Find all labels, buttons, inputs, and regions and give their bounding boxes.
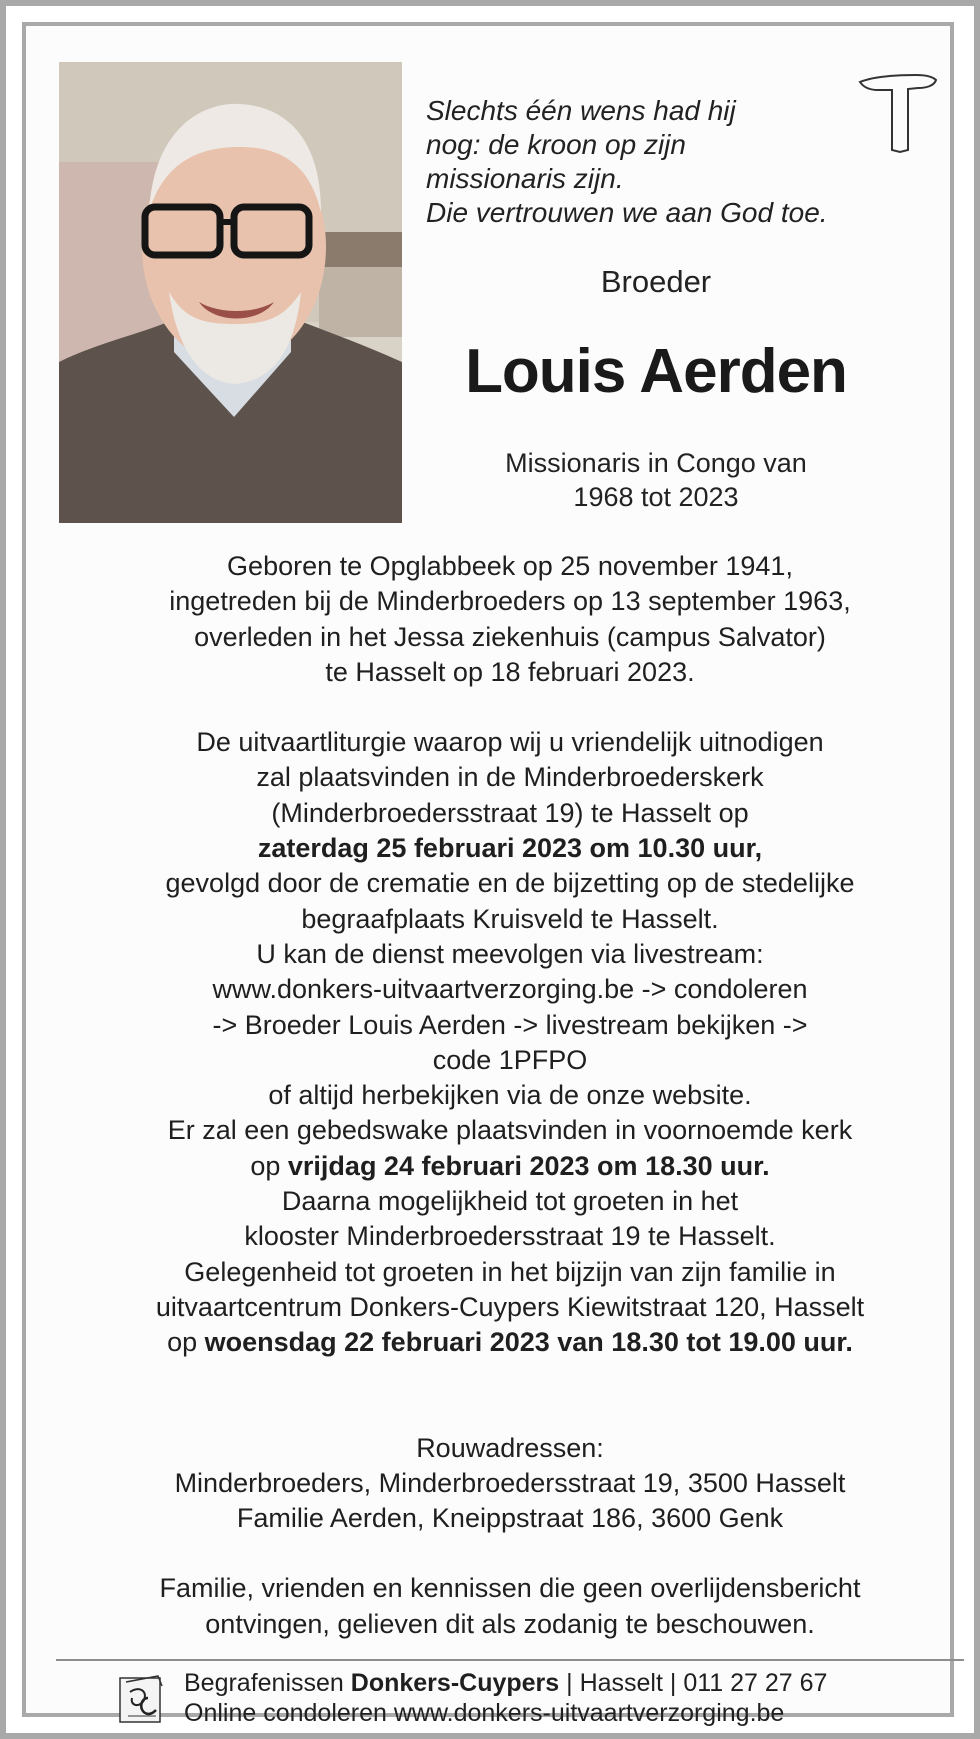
life-dates-line: overleden in het Jessa ziekenhuis (campus Salvator) [194, 621, 826, 652]
livestream-line: of altijd herbekijken via de onze website. [268, 1080, 752, 1111]
visitation-prefix: op [167, 1327, 198, 1358]
funeral-line: begraafplaats Kruisveld te Hasselt. [301, 903, 719, 934]
quote-line: Die vertrouwen we aan God toe. [426, 197, 828, 228]
funeral-line: gevolgd door de crematie en de bijzetting op de stedelijke [165, 868, 855, 899]
footer-contact: | Hasselt | 011 27 27 67 [559, 1669, 828, 1697]
vigil-prefix: op [250, 1150, 281, 1181]
livestream-code: code 1PFPO [432, 1044, 588, 1075]
visitation-line: Gelegenheid tot groeten in het bijzijn van zijn familie in [184, 1256, 836, 1287]
vigil-line: Er zal een gebedswake plaatsvinden in voornoemde kerk [167, 1115, 853, 1146]
mission-line: Missionaris in Congo van [505, 448, 807, 478]
mission-info [426, 446, 886, 514]
deceased-name: Louis Aerden [465, 337, 847, 406]
condolence-addresses-heading: Rouwadressen: [416, 1432, 604, 1463]
condolence-address: Minderbroeders, Minderbroedersstraat 19, 3500 Hasselt [174, 1467, 846, 1498]
vigil-line: klooster Minderbroedersstraat 19 te Hasselt. [244, 1221, 776, 1252]
funeral-line: zal plaatsvinden in de Minderbroederskerk [256, 762, 764, 793]
livestream-line: -> Broeder Louis Aerden -> livestream bekijken -> [212, 1009, 808, 1040]
life-dates-line: ingetreden bij de Minderbroeders op 13 september 1963, [169, 586, 851, 617]
paragraph-spacer [52, 1396, 968, 1431]
quote-line: missionaris zijn. [426, 163, 624, 194]
obituary-page [6, 6, 974, 1733]
vigil-date: vrijdag 24 februari 2023 om 18.30 uur. [287, 1150, 770, 1181]
funeral-home-name: Donkers-Cuypers [350, 1669, 560, 1697]
mission-line: 1968 tot 2023 [573, 482, 739, 512]
footer-line-contact [184, 1668, 827, 1698]
livestream-line: U kan de dienst meevolgen via livestream: [256, 938, 764, 969]
honorific-title: Broeder [600, 264, 712, 299]
visitation-line: uitvaartcentrum Donkers-Cuypers Kiewitstraat 120, Hasselt [155, 1291, 865, 1322]
obituary-body [52, 549, 968, 1642]
livestream-url-line: www.donkers-uitvaartverzorging.be -> condoleren [212, 974, 808, 1005]
vigil-date-line [52, 1149, 968, 1184]
footer-line-online: Online condoleren www.donkers-uitvaartverzorging.be [184, 1699, 785, 1727]
condolence-address: Familie Aerden, Kneippstraat 186, 3600 Genk [236, 1503, 784, 1534]
funeral-home-logo-icon [118, 1672, 166, 1726]
paragraph-spacer [52, 690, 968, 725]
funeral-date-line [52, 831, 968, 866]
closing-note: ontvingen, gelieven dit als zodanig te beschouwen. [205, 1608, 815, 1639]
portrait-illustration [59, 62, 402, 523]
funeral-line: De uitvaartliturgie waarop wij u vriendelijk uitnodigen [196, 727, 824, 758]
paragraph-spacer [52, 1536, 968, 1571]
closing-note: Familie, vrienden en kennissen die geen overlijdensbericht [159, 1573, 861, 1604]
paragraph-spacer [52, 1361, 968, 1396]
visitation-date-line [52, 1325, 968, 1360]
quote-line: Slechts één wens had hij [426, 95, 736, 126]
footer-text [184, 1668, 827, 1728]
obituary-frame [22, 22, 954, 1727]
memorial-quote [426, 94, 886, 230]
funeral-date: zaterdag 25 februari 2023 om 10.30 uur, [257, 833, 763, 864]
portrait-photo [59, 62, 402, 523]
life-dates-line: Geboren te Opglabbeek op 25 november 1941, [227, 551, 793, 581]
funeral-line: (Minderbroedersstraat 19) te Hasselt op [271, 797, 749, 828]
visitation-date: woensdag 22 februari 2023 van 18.30 tot 19.00 uur. [204, 1327, 853, 1358]
vigil-line: Daarna mogelijkheid tot groeten in het [281, 1186, 739, 1217]
funeral-home-footer [110, 1666, 930, 1731]
quote-line: nog: de kroon op zijn [426, 129, 686, 160]
footer-prefix: Begrafenissen [184, 1669, 351, 1697]
life-dates-line: te Hasselt op 18 februari 2023. [325, 656, 695, 687]
footer-divider [56, 1659, 964, 1661]
